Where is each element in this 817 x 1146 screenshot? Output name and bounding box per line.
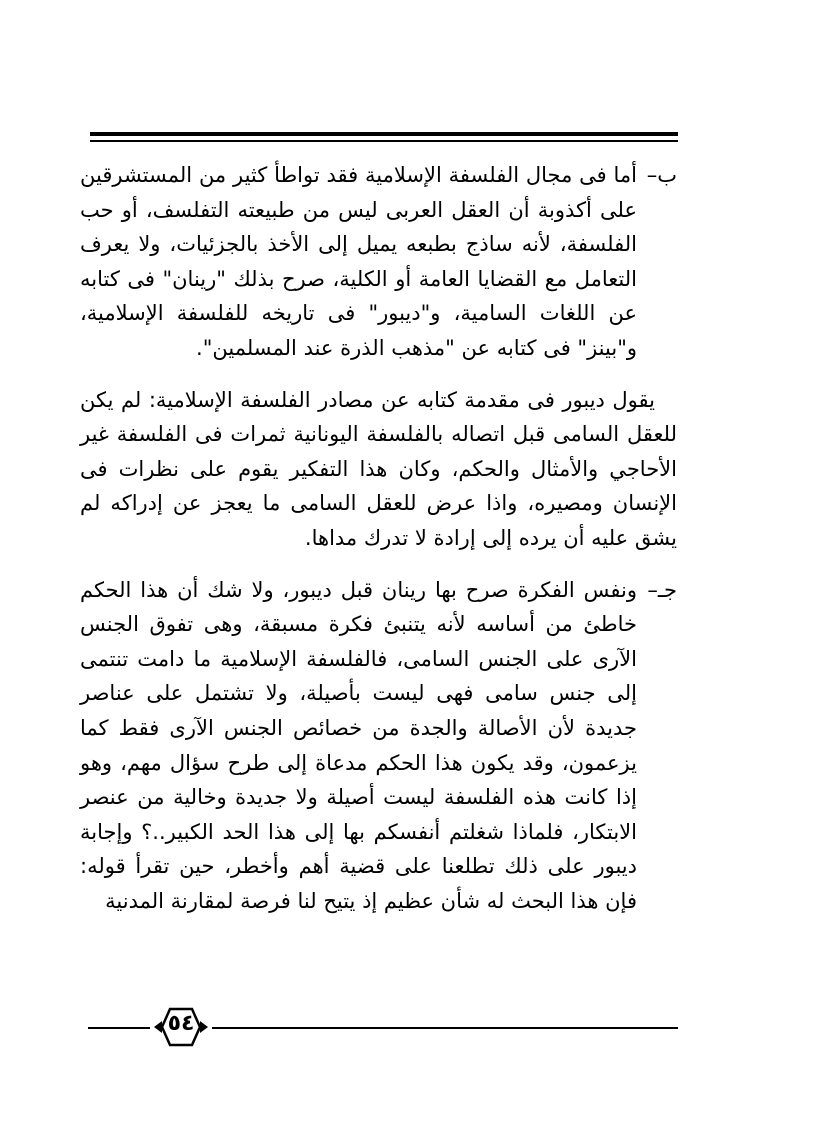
- item-marker-j: جـ–: [647, 577, 677, 602]
- paragraph-b: [80, 158, 677, 366]
- header-rule-thick: [90, 132, 678, 136]
- paragraph-b-text: أما فى مجال الفلسفة الإسلامية فقد تواطأ كثير من المستشرقين على أكذوبة أن العقل العربى ليس من طبيعته التفلسف، أو حب الفلسفة، لأنه ساذج بطبعه يميل إلى الأخذ بالجزئيات، ولا يعرف التعامل مع القضايا العامة أو الكلية، صرح بذلك "رينان" فى كتابه عن اللغات السامية، و"ديبور" فى تاريخه للفلسفة الإسلامية، و"بينز" فى كتابه عن "مذهب الذرة عند المسلمين".: [80, 163, 637, 360]
- paragraph-j: [80, 573, 677, 919]
- header-rule-thin: [90, 140, 678, 142]
- paragraph-debour-quote-text: يقول ديبور فى مقدمة كتابه عن مصادر الفلسفة الإسلامية: لم يكن للعقل السامى قبل اتصاله بالفلسفة اليونانية ثمرات فى الفلسفة غير الأحاجي والأمثال والحكم، وكان هذا التفكير يقوم على نظرات فى الإنسان ومصيره، واذا عرض للعقل السامى ما يعجز عن إدراكه لم يشق عليه أن يرده إلى إرادة لا تدرك مداها.: [80, 387, 677, 550]
- page-body: [80, 158, 677, 918]
- item-marker-b: ب–: [646, 163, 677, 187]
- paragraph-debour-quote: [80, 383, 677, 556]
- footer-rule-left: [88, 1027, 150, 1029]
- paragraph-j-text: ونفس الفكرة صرح بها رينان قبل ديبور، ولا شك أن هذا الحكم خاطئ من أساسه لأنه يتنبئ فكرة مسبقة، وهى تفوق الجنس الآرى على الجنس السامى، فالفلسفة الإسلامية ما دامت تنتمى إلى جنس سامى فهى ليست بأصيلة، ولا تشتمل على عناصر جديدة لأن الأصالة والجدة من خصائص الجنس الآرى فقط كما يزعمون، وقد يكون هذا الحكم مدعاة إلى طرح سؤال مهم، وهو إذا كانت هذه الفلسفة ليست أصيلة ولا جديدة وخالية من عنصر الابتكار، فلماذا شغلتم أنفسكم بها إلى هذا الحد الكبير..؟ وإجابة ديبور على ذلك تطلعنا على قضية أهم وأخطر، حين تقرأ قوله: فإن هذا البحث له شأن عظيم إذ يتيح لنا فرصة لمقارنة المدنية: [80, 577, 637, 913]
- footer-rule-right: [212, 1027, 678, 1029]
- page-number: ٥٤: [167, 1011, 195, 1036]
